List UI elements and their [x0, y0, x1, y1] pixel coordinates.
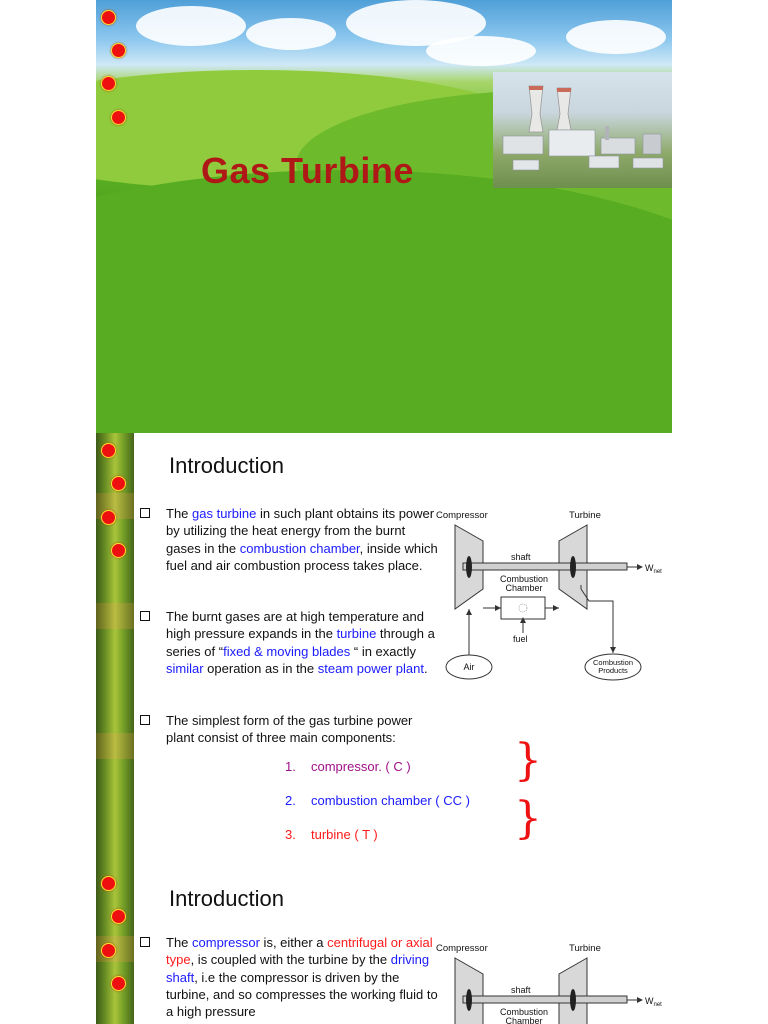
text-run: “ in exactly	[350, 643, 417, 659]
bullet-dot	[111, 43, 126, 58]
list-number: 2.	[285, 793, 296, 808]
introduction-slide-2	[96, 866, 672, 1024]
cloud	[246, 18, 336, 50]
chamber-label-2: Chamber	[505, 583, 543, 593]
turbine-label: Turbine	[569, 510, 601, 521]
highlight-text: combustion chamber	[239, 540, 360, 556]
slide-heading: Introduction	[169, 453, 284, 478]
text-run: The burnt gases are at high temperature and high pressure expands in the	[166, 609, 424, 642]
chamber-label-1: Combustion	[499, 1007, 549, 1017]
checkbox-bullet-icon	[140, 508, 150, 518]
products-label-2: Products	[598, 666, 628, 675]
wnet-label	[645, 996, 662, 1008]
compressor-label: Compressor	[436, 510, 488, 521]
bullet-dot	[101, 943, 116, 958]
checkbox-bullet-icon	[140, 937, 150, 947]
list-number: 1.	[285, 759, 296, 774]
text-run: , is coupled with the turbine by the	[190, 952, 391, 968]
paragraph-text	[166, 934, 440, 1020]
paragraph-text	[166, 608, 440, 677]
cloud	[566, 20, 666, 54]
power-plant-illustration	[493, 72, 672, 188]
wnet-letter: W	[645, 996, 654, 1006]
highlight-text: driving shaft	[166, 952, 430, 985]
text-run: , i.e the compressor is driven by the turbine, and so compresses the working fluid to a high pressure	[166, 969, 438, 1020]
power-plant-photo	[493, 72, 672, 188]
highlight-text: centrifugal or axial type	[166, 935, 433, 968]
strip-band	[96, 603, 134, 629]
compressor-blade-icon	[466, 556, 472, 578]
shaft-bar	[463, 996, 627, 1003]
slide-title: Gas Turbine	[201, 150, 414, 191]
wnet-letter: W	[645, 563, 654, 573]
title-slide	[96, 0, 672, 433]
arrow-head-icon	[553, 605, 559, 611]
checkbox-bullet-icon	[140, 611, 150, 621]
brace-icon: }	[514, 735, 542, 786]
bullet-dot	[101, 76, 116, 91]
text-run: , inside which fuel and air combustion process takes place.	[166, 540, 438, 573]
highlight-text: steam power plant	[317, 660, 424, 676]
gas-turbine-schematic-partial	[431, 938, 671, 1024]
bullet-dot	[111, 543, 126, 558]
bullet-dot	[111, 976, 126, 991]
component-item-compressor	[285, 759, 411, 774]
wnet-subscript: net	[653, 1002, 662, 1008]
text-run: in such plant obtains its power by utilizing the heat energy from the burnt gases in the	[166, 506, 435, 556]
chamber-label-2: Chamber	[505, 1016, 543, 1024]
text-run: operation as in the	[203, 660, 318, 676]
cloud	[426, 36, 536, 66]
text-run: through a series of “	[166, 626, 435, 659]
combustion-chamber-box	[501, 597, 545, 619]
list-number: 3.	[285, 827, 296, 842]
arrow-head-icon	[637, 997, 643, 1003]
highlight-text: similar	[166, 660, 204, 676]
wnet-label	[645, 563, 662, 575]
bullet-dot	[101, 10, 116, 25]
shaft-label: shaft	[511, 552, 531, 562]
shaft-label: shaft	[511, 985, 531, 995]
bullet-dot	[101, 443, 116, 458]
arrow-head-icon	[495, 605, 501, 611]
text-run: The	[166, 506, 193, 521]
shaft-bar	[463, 563, 627, 570]
chamber-label-1: Combustion	[499, 574, 549, 584]
highlight-text: gas turbine	[192, 506, 257, 521]
products-label-1: Combustion	[592, 658, 634, 667]
fuel-label: fuel	[513, 634, 528, 644]
wnet-subscript: net	[653, 569, 662, 575]
introduction-slide	[96, 433, 672, 866]
list-label: compressor. ( C )	[311, 759, 411, 774]
bullet-dot	[111, 476, 126, 491]
highlight-text: fixed & moving blades	[223, 643, 351, 659]
paragraph-burnt-gases	[140, 608, 440, 677]
bullet-dot	[101, 510, 116, 525]
compressor-label: Compressor	[436, 943, 488, 954]
arrow-head-icon	[610, 647, 616, 653]
text-run: .	[424, 660, 428, 676]
air-label: Air	[463, 662, 475, 672]
decorative-strip	[96, 433, 134, 866]
bullet-dot	[101, 876, 116, 891]
checkbox-bullet-icon	[140, 715, 150, 725]
text-run: is, either a	[259, 935, 328, 950]
compressor-blade-icon	[466, 989, 472, 1011]
paragraph-compressor	[140, 934, 440, 1020]
component-item-combustion-chamber	[285, 793, 470, 808]
brace-icon: }	[514, 793, 542, 844]
arrow-head-icon	[637, 564, 643, 570]
list-label: turbine ( T )	[311, 827, 378, 842]
paragraph-text	[166, 505, 440, 574]
highlight-text: compressor	[192, 935, 260, 950]
turbine-label: Turbine	[569, 943, 601, 954]
turbine-blade-icon	[570, 556, 576, 578]
strip-band	[96, 733, 134, 759]
highlight-text: turbine	[336, 626, 377, 642]
arrow-head-icon	[466, 609, 472, 615]
paragraph-gas-turbine	[140, 505, 440, 574]
paragraph-text: The simplest form of the gas turbine power plant consist of three main components:	[166, 713, 413, 746]
turbine-blade-icon	[570, 989, 576, 1011]
hill	[96, 170, 672, 433]
list-label: combustion chamber ( CC )	[311, 793, 470, 808]
slide-heading: Introduction	[169, 886, 284, 911]
gas-turbine-schematic	[431, 505, 671, 685]
paragraph-components	[140, 712, 440, 747]
component-item-turbine	[285, 827, 378, 842]
cloud	[136, 6, 246, 46]
bullet-dot	[111, 110, 126, 125]
text-run: The	[166, 935, 193, 950]
bullet-dot	[111, 909, 126, 924]
